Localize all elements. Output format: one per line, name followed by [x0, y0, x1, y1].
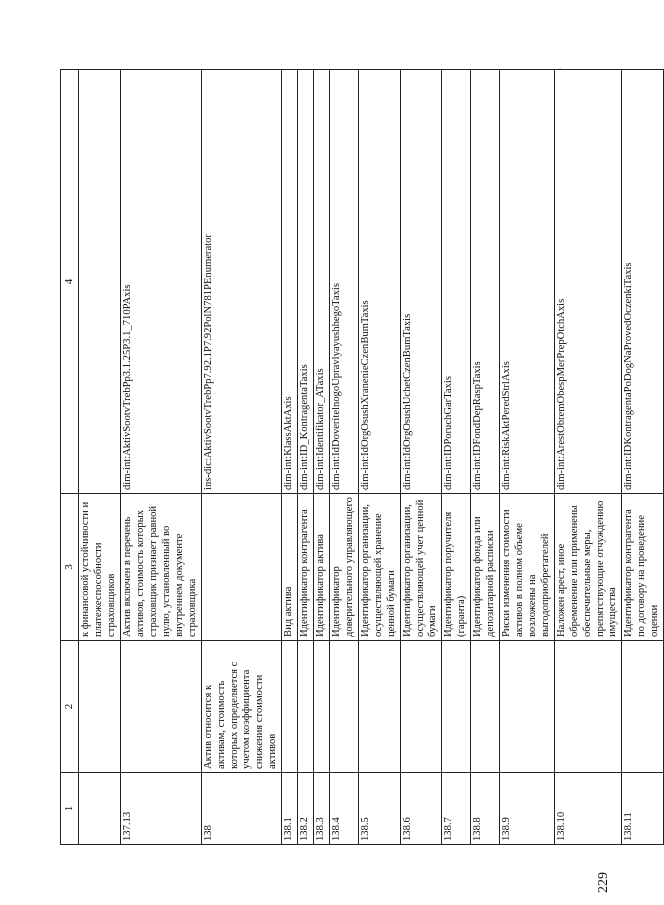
table-cell-col1: 138.7 — [442, 773, 471, 845]
page-number: 229 — [596, 872, 611, 893]
table-cell-col3: Идентификатор контрагента по договору на проведение оценки — [622, 494, 664, 641]
table-cell-col4: dim-int:Identifikator_ATaxis — [314, 70, 330, 494]
header-cell-4: 4 — [61, 70, 79, 494]
table-cell-col2 — [400, 641, 442, 773]
table-cell-col3: к финансовой устойчивости и платежеспособности страховщиков — [79, 494, 121, 641]
table-cell-col1: 138.5 — [358, 773, 400, 845]
table-cell-col2 — [500, 641, 555, 773]
table-cell-col1 — [79, 773, 121, 845]
table-row — [442, 70, 471, 845]
table-cell-col4: dim-int:IDFondDepRaspTaxis — [471, 70, 500, 494]
table-cell-col2 — [442, 641, 471, 773]
table-cell-col2: Актив относится к активам, стоимость которых определяется с учетом коэффициента снижения стоимости активов — [201, 641, 282, 773]
table-cell-col1: 138.3 — [314, 773, 330, 845]
table-cell-col4: dim-int:ID_KontragentaTaxis — [298, 70, 314, 494]
table-cell-col1: 138.1 — [282, 773, 298, 845]
table-row — [298, 70, 314, 845]
table-cell-col4: dim-int:IdOrgOsushXranenieCzenBumTaxis — [358, 70, 400, 494]
table-cell-col3: Идентификатор поручителя (гаранта) — [442, 494, 471, 641]
table-cell-col1: 138.2 — [298, 773, 314, 845]
table-row — [471, 70, 500, 845]
table-cell-col4: ins-dic:AktivSootvTrebPp7.92.1P7.92PolN781PEnumerator — [201, 70, 282, 494]
table-cell-col2 — [121, 641, 202, 773]
table-cell-col2 — [471, 641, 500, 773]
table-row — [554, 70, 622, 845]
table-row — [121, 70, 202, 845]
table-cell-col3: Актив включен в перечень активов, стоимость которых страховщик признает равной нулю, установленный во внутреннем документе страховщика — [121, 494, 202, 641]
header-cell-1: 1 — [61, 773, 79, 845]
table-cell-col2 — [282, 641, 298, 773]
table-cell-col4: dim-int:KlassAktAxis — [282, 70, 298, 494]
header-row — [61, 70, 79, 845]
table-cell-col3: Идентификатор организации, осуществляющей учет ценной бумаги — [400, 494, 442, 641]
table-cell-col1: 138.10 — [554, 773, 622, 845]
table-cell-col1: 138.11 — [622, 773, 664, 845]
header-cell-3: 3 — [61, 494, 79, 641]
table-row — [622, 70, 664, 845]
table-cell-col1: 138 — [201, 773, 282, 845]
table-cell-col3: Идентификатор доверительного управляющего — [330, 494, 359, 641]
table-cell-col2 — [554, 641, 622, 773]
table-cell-col2 — [622, 641, 664, 773]
table-cell-col4: dim-int:AktivSootvTrebPp3.1.25P3.1_710PAxis — [121, 70, 202, 494]
table-cell-col4 — [79, 70, 121, 494]
table-cell-col3: Идентификатор контрагента — [298, 494, 314, 641]
scan-mark: · — [556, 67, 565, 70]
table-cell-col2 — [330, 641, 359, 773]
table-row — [79, 70, 121, 845]
table-cell-col2 — [79, 641, 121, 773]
table-cell-col3 — [201, 494, 282, 641]
table-row — [358, 70, 400, 845]
table-cell-col3: Идентификатор фонда или депозитарной расписки — [471, 494, 500, 641]
table-row — [500, 70, 555, 845]
data-table — [60, 69, 664, 845]
table-cell-col4: dim-int:IdDoveritelnogoUpravlyayushhegoTaxis — [330, 70, 359, 494]
table-row — [201, 70, 282, 845]
table-cell-col1: 138.4 — [330, 773, 359, 845]
table-row — [314, 70, 330, 845]
table-cell-col3: Идентификатор организации, осуществляющей хранение ценной бумаги — [358, 494, 400, 641]
table-cell-col3: Идентификатор актива — [314, 494, 330, 641]
table-cell-col1: 138.8 — [471, 773, 500, 845]
table-cell-col1: 137.13 — [121, 773, 202, 845]
table-row — [330, 70, 359, 845]
header-cell-2: 2 — [61, 641, 79, 773]
table-cell-col3: Риски изменения стоимости активов в полном объеме возложены на выгодоприобретателей — [500, 494, 555, 641]
table-cell-col2 — [298, 641, 314, 773]
table-cell-col3: Наложен арест, иное обременение или применены обеспечительные меры, препятствующие отчуждению имущества — [554, 494, 622, 641]
table-cell-col4: dim-int:ArestObremObespMerPrepOtchAxis — [554, 70, 622, 494]
table-cell-col4: dim-int:IDKontragentaPoDogNaProvedOczenkiTaxis — [622, 70, 664, 494]
table-cell-col4: dim-int:RiskAktPeredStrlAxis — [500, 70, 555, 494]
table-cell-col2 — [358, 641, 400, 773]
table-cell-col2 — [314, 641, 330, 773]
table-cell-col4: dim-int:IDPoruchGarTaxis — [442, 70, 471, 494]
table-row — [400, 70, 442, 845]
table-cell-col1: 138.9 — [500, 773, 555, 845]
table-cell-col3: Вид актива — [282, 494, 298, 641]
table-row — [282, 70, 298, 845]
table-cell-col4: dim-int:IdOrgOsushUchetCzenBumTaxis — [400, 70, 442, 494]
table-cell-col1: 138.6 — [400, 773, 442, 845]
